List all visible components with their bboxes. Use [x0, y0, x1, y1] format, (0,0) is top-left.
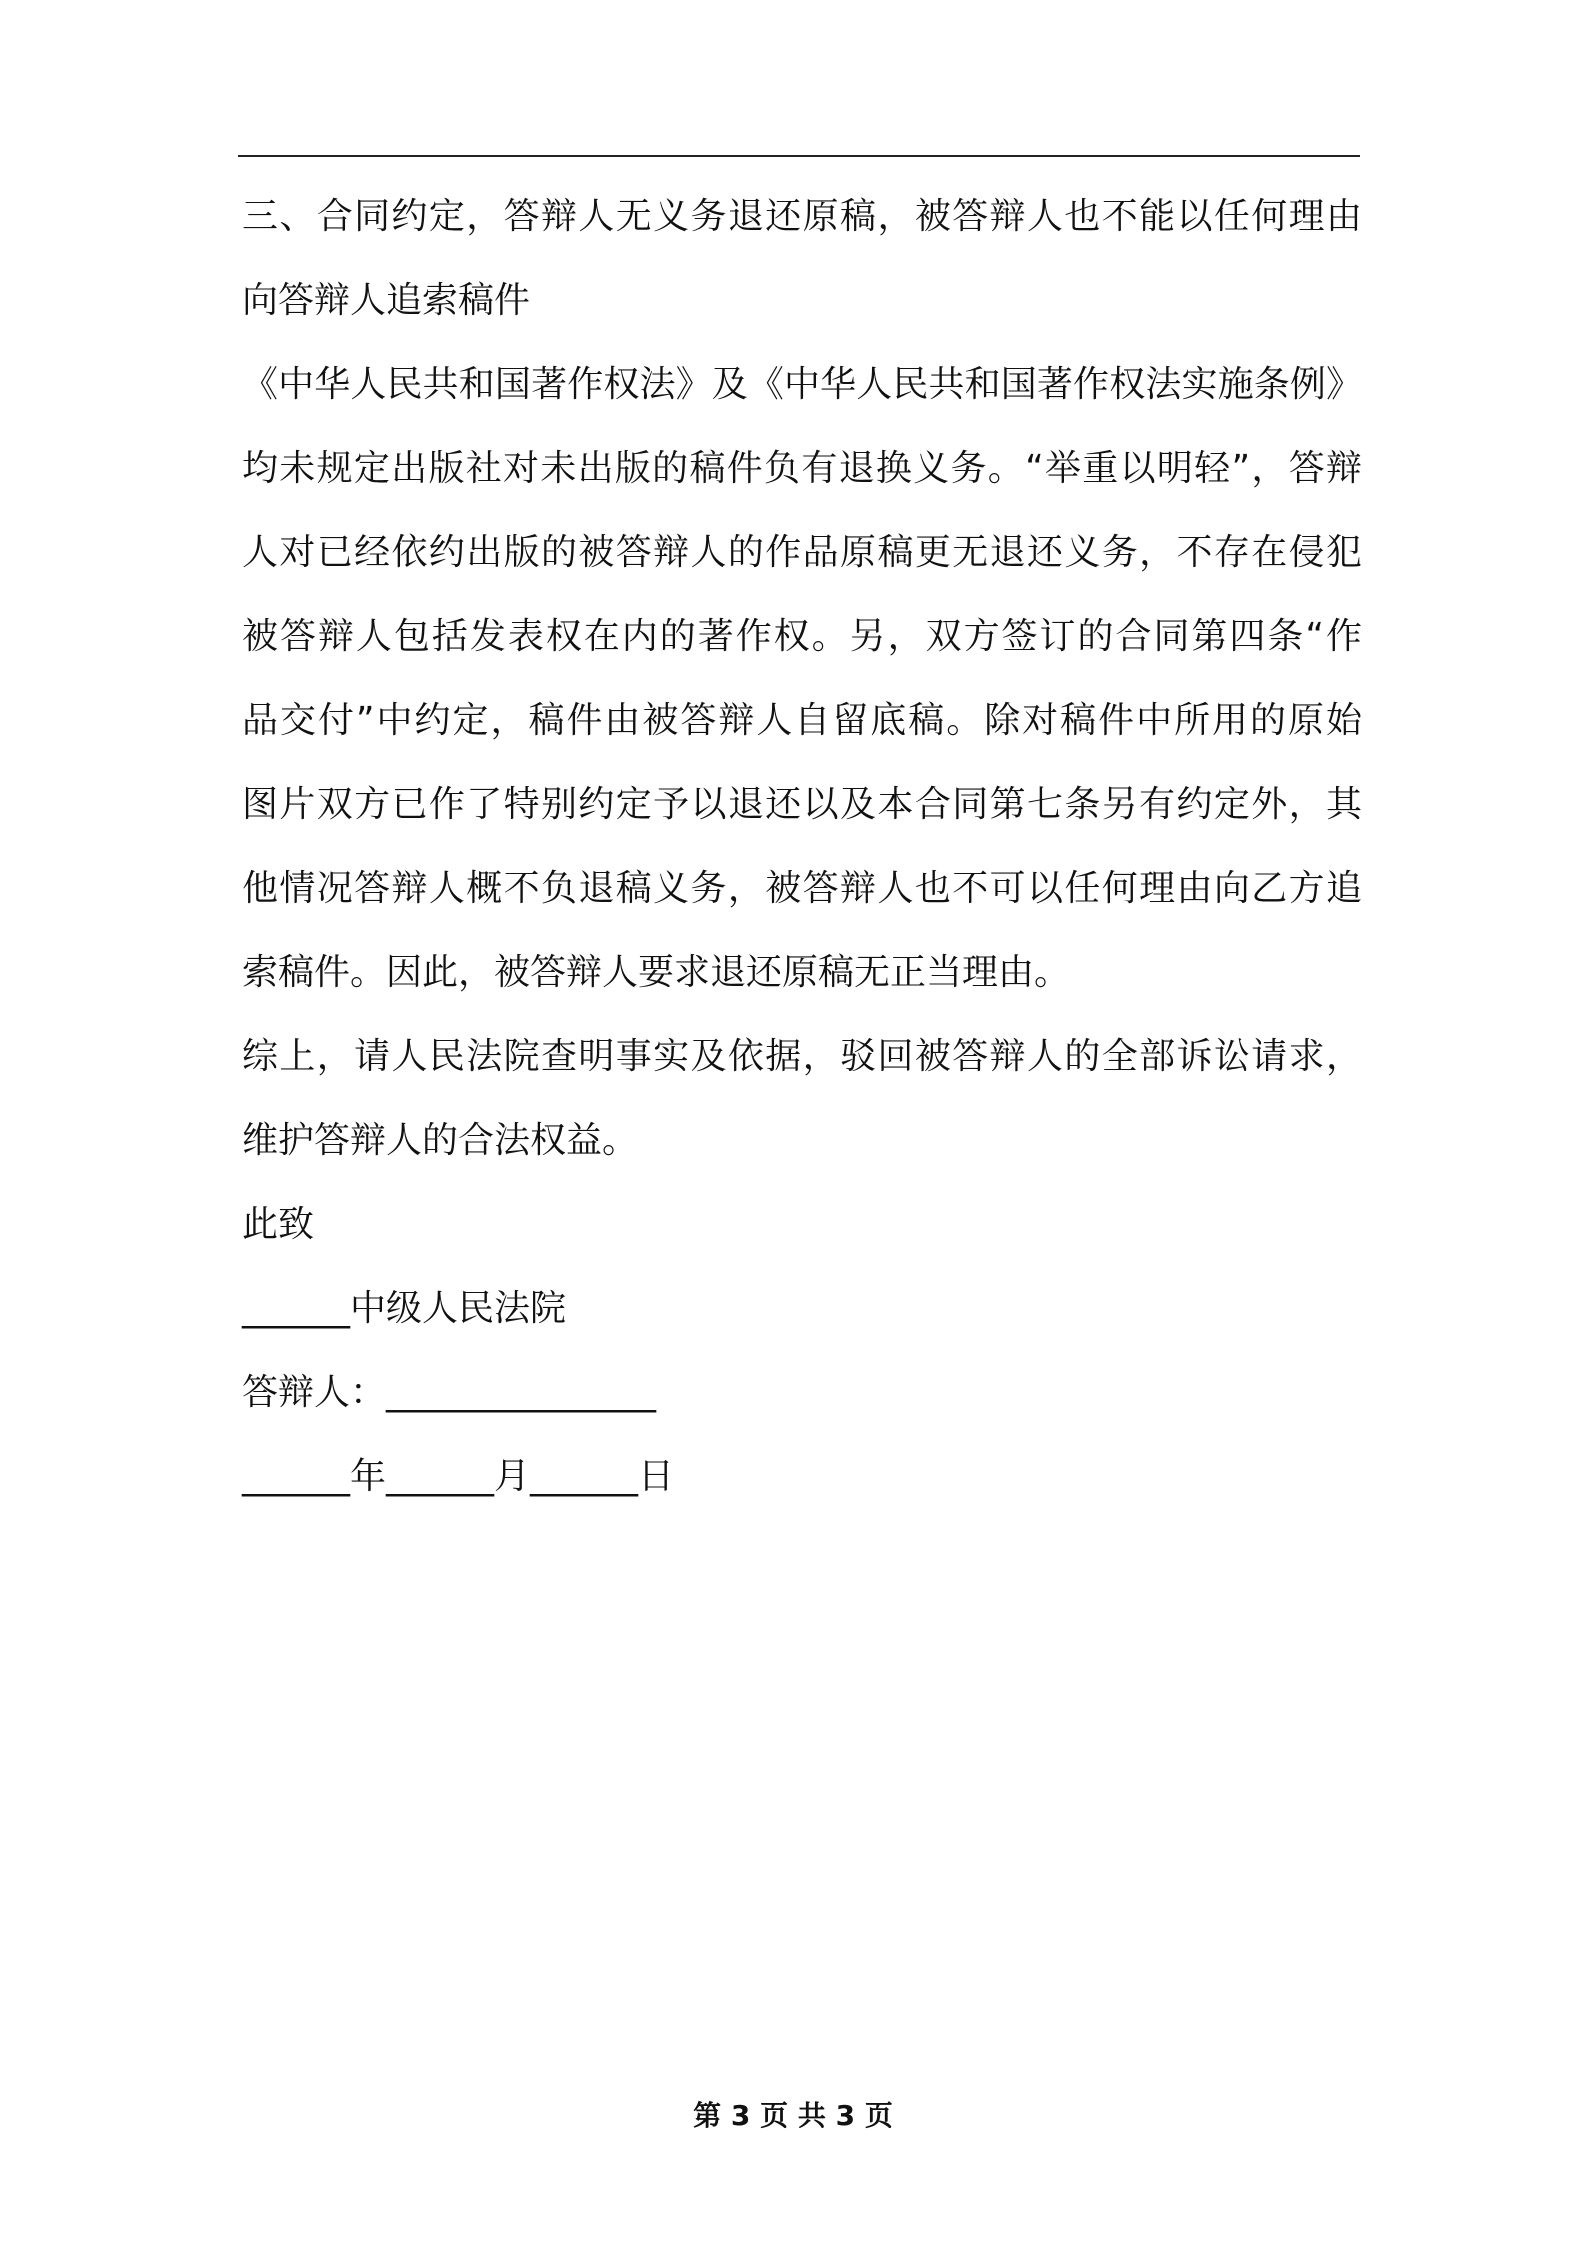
respondent-signature-line: 答辩人：_______________: [242, 1372, 657, 1413]
conclusion-line: 维护答辩人的合法权益。: [242, 1120, 639, 1161]
page-indicator: 第 3 页 共 3 页: [693, 2099, 893, 2132]
salutation: 此致: [242, 1204, 315, 1245]
paragraph-line: 《中华人民共和国著作权法》及《中华人民共和国著作权法实施条例》: [242, 364, 1362, 405]
paragraph-line: 他情况答辩人概不负退稿义务，被答辩人也不可以任何理由向乙方追: [242, 868, 1362, 909]
court-name-line: ______中级人民法院: [242, 1288, 567, 1329]
paragraph-line: 均未规定出版社对未出版的稿件负有退换义务。“举重以明轻”，答辩: [242, 448, 1362, 489]
paragraph-line: 图片双方已作了特别约定予以退还以及本合同第七条另有约定外，其: [242, 784, 1362, 825]
paragraph-line: 被答辩人包括发表权在内的著作权。另，双方签订的合同第四条“作: [242, 616, 1362, 657]
section-heading-line-2: 向答辩人追索稿件: [242, 280, 531, 321]
paragraph-line: 人对已经依约出版的被答辩人的作品原稿更无退还义务，不存在侵犯: [242, 532, 1362, 573]
date-line: ______年______月______日: [242, 1456, 674, 1497]
header-rule: [238, 155, 1360, 157]
paragraph-line: 索稿件。因此，被答辩人要求退还原稿无正当理由。: [242, 952, 1071, 993]
conclusion-line: 综上，请人民法院查明事实及依据，驳回被答辩人的全部诉讼请求，: [242, 1036, 1362, 1077]
section-heading-line-1: 三、合同约定，答辩人无义务退还原稿，被答辩人也不能以任何理由: [242, 196, 1362, 237]
paragraph-line: 品交付”中约定，稿件由被答辩人自留底稿。除对稿件中所用的原始: [242, 700, 1362, 741]
